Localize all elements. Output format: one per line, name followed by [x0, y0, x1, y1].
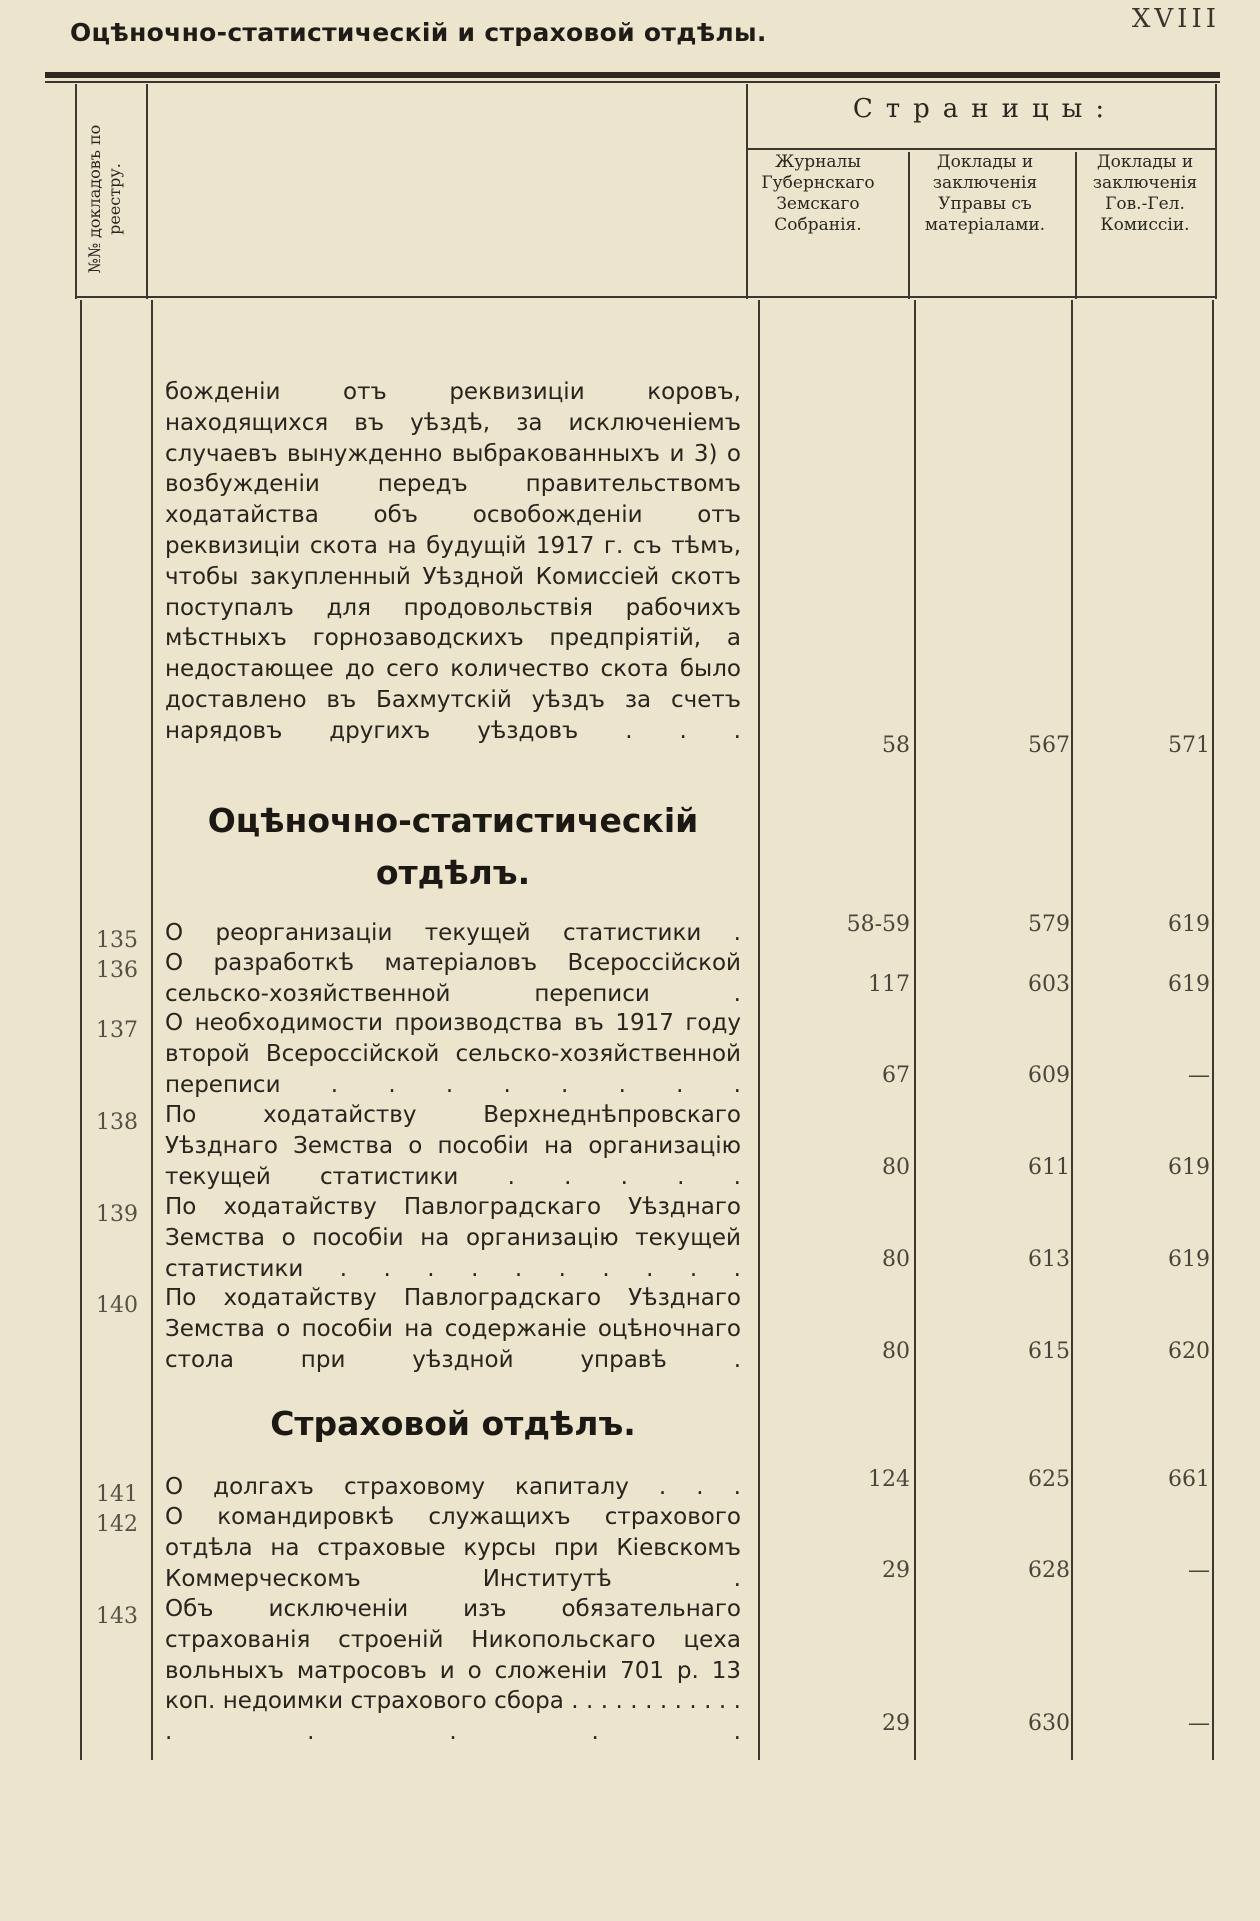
commission-page: — — [1188, 1558, 1210, 1583]
journal-page: 80 — [882, 1155, 910, 1180]
register-number: 142 — [96, 1512, 138, 1537]
report-page: 609 — [1028, 1063, 1070, 1088]
entry-text: О командировкѣ служащихъ страхового отдѣла на страховые курсы при Кіевскомъ Коммерческомъ Институтѣ . — [165, 1504, 741, 1592]
commission-page: 571 — [1168, 733, 1210, 758]
commission-page: — — [1188, 1711, 1210, 1736]
page-header — [70, 4, 1220, 62]
register-number: 138 — [96, 1110, 138, 1135]
journal-page: 58-59 — [846, 912, 910, 937]
section-heading: Оцѣночно-статистическій отдѣлъ. — [207, 801, 699, 892]
register-column-label: №№ докладовъ по реестру. — [85, 124, 124, 274]
register-number: 135 — [96, 928, 138, 953]
journal-page: 80 — [882, 1339, 910, 1364]
commission-page: 619 — [1168, 1247, 1210, 1272]
grid-line — [1071, 300, 1073, 1760]
commission-page: 620 — [1168, 1339, 1210, 1364]
commission-page: 619 — [1168, 912, 1210, 937]
commission-page: 661 — [1168, 1467, 1210, 1492]
report-page: 613 — [1028, 1247, 1070, 1272]
grid-line — [146, 84, 148, 299]
journal-page: 67 — [882, 1063, 910, 1088]
entry-text: О долгахъ страховому капиталу . . . — [165, 1474, 741, 1500]
grid-line — [914, 300, 916, 1760]
report-page: 628 — [1028, 1558, 1070, 1583]
grid-line — [758, 300, 760, 1760]
grid-line — [80, 300, 82, 1760]
entry-text: По ходатайству Павлоградскаго Уѣзднаго Земства о пособіи на содержаніе оцѣночнаго стола при уѣздной управѣ . — [165, 1285, 741, 1373]
entry-text: По ходатайству Павлоградскаго Уѣзднаго Земства о пособіи на организацію текущей статистики . . . . . . . . . . — [165, 1194, 741, 1282]
page-number: XVIII — [1131, 4, 1220, 34]
register-number: 137 — [96, 1018, 138, 1043]
journal-page: 29 — [882, 1711, 910, 1736]
grid-line — [746, 148, 1216, 150]
grid-line — [746, 84, 748, 299]
register-number: 136 — [96, 958, 138, 983]
register-number: 140 — [96, 1293, 138, 1318]
commission-page: 619 — [1168, 1155, 1210, 1180]
report-page: 603 — [1028, 972, 1070, 997]
journal-page: 124 — [868, 1467, 910, 1492]
journal-page: 80 — [882, 1247, 910, 1272]
journal-page: 58 — [882, 733, 910, 758]
grid-line — [75, 296, 1216, 298]
grid-line — [1212, 300, 1214, 1760]
commission-column-label: Доклады и заключенія Гов.-Гел. Комиссіи. — [1092, 152, 1198, 235]
reports-column-label: Доклады и заключенія Управы съ матеріалами. — [924, 152, 1046, 235]
table-header — [75, 84, 1215, 299]
register-number: 139 — [96, 1202, 138, 1227]
report-page: 579 — [1028, 912, 1070, 937]
entry-text: По ходатайству Верхнеднѣпровскаго Уѣзднаго Земства о пособіи на организацію текущей статистики . . . . . — [165, 1102, 741, 1190]
report-page: 630 — [1028, 1711, 1070, 1736]
page-title: Оцѣночно-статистическій и страховой отдѣлы. — [70, 18, 767, 47]
entry-text: Объ исключеніи изъ обязательнаго страхованія строеній Никопольскаго цеха вольныхъ матросовъ и о сложеніи 701 р. 13 коп. недоимки страхового сбора . . . . . . . . . . . . . . . . . — [165, 1596, 741, 1746]
report-page: 611 — [1028, 1155, 1070, 1180]
header-rule-thin — [45, 81, 1220, 83]
report-page: 615 — [1028, 1339, 1070, 1364]
grid-line — [1215, 84, 1217, 299]
report-page: 625 — [1028, 1467, 1070, 1492]
entry-text: О реорганизаціи текущей статистики . — [165, 920, 741, 946]
section-heading: Страховой отдѣлъ. — [270, 1404, 636, 1443]
journal-page: 29 — [882, 1558, 910, 1583]
commission-page: — — [1188, 1063, 1210, 1088]
grid-line — [151, 300, 153, 1760]
register-number: 143 — [96, 1604, 138, 1629]
report-page: 567 — [1028, 733, 1070, 758]
register-number: 141 — [96, 1482, 138, 1507]
grid-line — [75, 84, 77, 299]
entry-text: О необходимости производства въ 1917 году второй Всероссійской сельско-хозяйственной переписи . . . . . . . . — [165, 1010, 741, 1098]
pages-caption: Страницы: — [852, 94, 1118, 124]
journal-page: 117 — [868, 972, 910, 997]
journals-column-label: Журналы Губернскаго Земскаго Собранія. — [761, 152, 875, 235]
grid-line — [1075, 152, 1077, 299]
entry-text: О разработкѣ матеріаловъ Всероссійской сельско-хозяйственной переписи . — [165, 950, 741, 1007]
grid-line — [908, 152, 910, 299]
intro-entry-text: божденіи отъ реквизиціи коровъ, находящихся въ уѣздѣ, за исключеніемъ случаевъ вынужденно выбракованныхъ и 3) о возбужденіи передъ правительствомъ ходатайства объ освобожденіи отъ реквизиціи скота на будущій 1917 г. съ тѣмъ, чтобы закупленный Уѣздной Комиссіей скотъ поступалъ для продовольствія рабочихъ мѣстныхъ горнозаводскихъ предпріятій, а недостающее до сего количество скота было доставлено въ Бахмутскій уѣздъ за счетъ нарядовъ другихъ уѣздовъ . . . — [165, 379, 741, 744]
header-rule — [45, 72, 1220, 78]
commission-page: 619 — [1168, 972, 1210, 997]
